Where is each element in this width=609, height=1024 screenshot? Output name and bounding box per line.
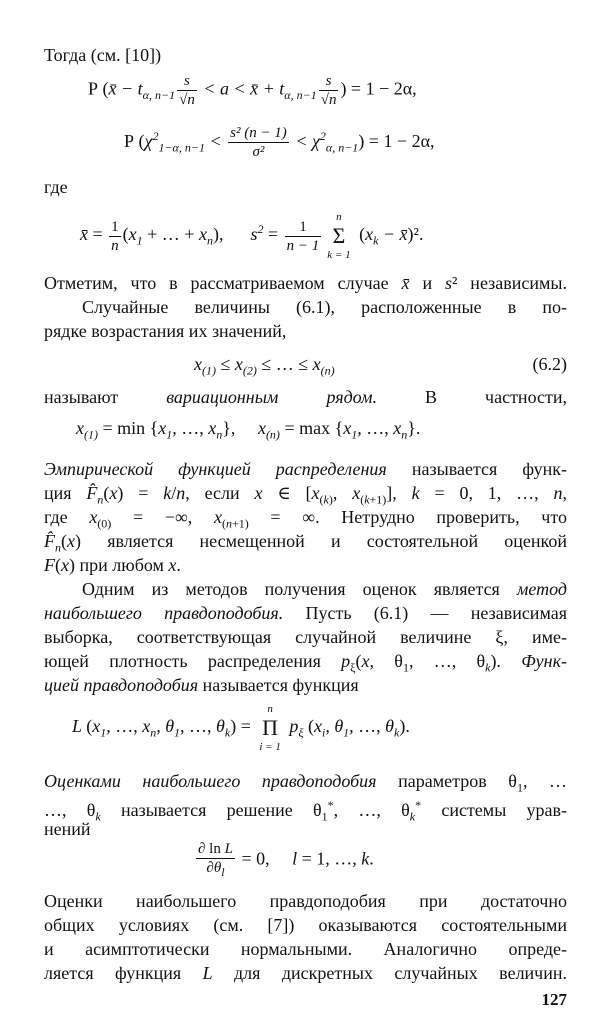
text-line: ющей плотность распределения $p_\xi(x$, $\theta_1$, …, $\theta_k$). Функ- xyxy=(44,651,568,675)
text-line: Оценки наибольшего правдоподобия при достаточно xyxy=(44,891,567,911)
equation-likelihood-system: $\frac{\text{∂ ln L}}{\partial\theta_l}$ = 0, l = 1, …, k. xyxy=(198,841,374,879)
text-line: выборка, соответствующая случайной величине ξ, име- xyxy=(44,627,567,647)
equation-confidence-variance: P ($\chi^2_{1-\alpha, n-1}$ < $\frac{\text{s² (n − 1)}}{\text{σ²}}$ < $\chi^2_{\alpha, n-1}) = 1 - 2\alpha$, xyxy=(124,125,435,161)
text-line: наибольшего правдоподобия. Пусть (6.1) — независимая xyxy=(44,603,567,623)
text-line: F(x) при любом x. xyxy=(44,555,181,575)
text-line: Эмпирической функцией распределения называется функ- xyxy=(44,459,567,479)
equation-min-max: $x_{(1)} = \min \{x_1$, …, $x_n$}, $x_{(n)} = \max \{x_1$, …, $x_n$}. xyxy=(76,418,421,442)
text-line: Случайные величины (6.1), расположенные в по- xyxy=(82,297,567,317)
text-line: нений xyxy=(44,819,91,839)
text-line: где $x_{(0)}$ = −∞, $x_{(n+1)}$ = ∞. Нетрудно проверить, что xyxy=(44,507,567,531)
text-line: рядке возрастания их значений, xyxy=(44,321,287,341)
text-line: $F̂_n(x)$ является несмещенной и состоятельной оценкой xyxy=(44,531,567,555)
text-line: Оценками наибольшего правдоподобия параметров $\theta_1$, … xyxy=(44,771,568,795)
text-line: называют вариационным рядом. В частности, xyxy=(44,387,568,407)
equation-likelihood: L ($x_1$, …, $x_n$, $\theta_1$, …, $\theta_k$) = n Π i = 1 $p_\xi$ ($x_i$, $\theta_1$, …, $\theta_k$). xyxy=(72,703,410,753)
text-line: …, $\theta_k$ называется решение $\theta_1^*$, …, $\theta_k^*$ системы урав- xyxy=(44,798,568,824)
text-line: и асимптотически нормальными. Аналогично опреде- xyxy=(44,939,567,959)
text-line: ляется функция L для дискретных случайных величин. xyxy=(44,963,568,983)
text-line: цией правдоподобия называется функция xyxy=(44,675,359,695)
text-line: Отметим, что в рассматриваемом случае x̄ и s² независимы. xyxy=(44,273,567,293)
text-line: Одним из методов получения оценок является метод xyxy=(82,579,567,599)
text-line: ция $F̂_n(x) = k/n$, если x ∈ [$x_{(k)}$, $x_{(k+1)}$], k = 0, 1, …, n, xyxy=(44,483,568,507)
text-line: Тогда (см. [10]) xyxy=(44,45,162,65)
book-page: Тогда (см. [10]) P (x̄ − $t_{\alpha, n-1}$ $\frac{s}{√n}$ < a < x̄ + $t_{\alpha, n-1}$ $\frac{s}{√n}$ ) = 1 − 2α, P ($\chi^2_{1-\alpha, n-1}$ < $\frac{\text{s² (n − 1)}}{\text{σ²}}$ < $\chi^2_{\alpha, n-1}) = 1 - 2\alpha$, где x̄ = $\frac{1}{n}$ ($x_1$ + … + $x_n$), $s^2$ = $\frac{1}{n - 1}$ n Σ k = 1 ($x_k$ − x̄)². Отметим, что в рассматриваемом случае x̄ и s² независимы. Случайные величины (6.1), расположенные в по- рядке возрастания их значений, $x_{(1)} \le x_{(2)}$ ≤ … ≤ $x_{(n)}$ (6.2) называют вариационным рядом. В частности, $x_{(1)} = \min \{x_1$, …, $x_n$}, $x_{(n)} = \max \{x_1$, …, $x_n$}. Эмпирической функцией распределения называется функ- ция $F̂_n(x) = k/n$, если x ∈ [$x_{(k)}$, $x_{(k+1)}$], k = 0, 1, …, n, где $x_{(0)}$ = −∞, $x_{(n+1)}$ = ∞. Нетрудно проверить, что $F̂_n(x)$ является несмещенной и состоятельной оценкой F(x) при любом x. Одним из методов получения оценок является метод наибольшего правдоподобия. Пусть (6.1) — независимая выборка, соответствующая случайной величине ξ, име- ющей плотность распределения $p_\xi(x$, $\theta_1$, …, $\theta_k$). Функ- цией правдоподобия называется функция L ($x_1$, …, $x_n$, $\theta_1$, …, $\theta_k$) = n Π i = 1 $p_\xi$ ($x_i$, $\theta_1$, …, $\theta_k$). Оценками наибольшего правдоподобия параметров $\theta_1$, … …, $\theta_k$ называется решение $\theta_1^*$, …, $\theta_k^*$ системы урав- нений $\frac{\text{∂ ln L}}{\partial\theta_l}$ = 0, l = 1, …, k. Оценки наибольшего правдоподобия при достаточно общих условиях (см. [7]) оказываются состоятельными и асимптотически нормальными. Аналогично опреде- ляется функция L для дискретных случайных величин. 127 xyxy=(44,45,568,1009)
text-line: общих условиях (см. [7]) оказываются состоятельными xyxy=(44,915,567,935)
equation-confidence-mean: P (x̄ − $t_{\alpha, n-1}$ $\frac{s}{√n}$ < a < x̄ + $t_{\alpha, n-1}$ $\frac{s}{√n}$ ) = 1 − 2α, xyxy=(88,73,417,108)
equation-mean-variance: x̄ = $\frac{1}{n}$ ($x_1$ + … + $x_n$), $s^2$ = $\frac{1}{n - 1}$ n Σ k = 1 ($x_k$ − x̄)². xyxy=(80,211,424,261)
page-number: 127 xyxy=(541,990,567,1009)
text-line: где xyxy=(44,177,68,197)
equation-number: (6.2) xyxy=(532,354,567,374)
